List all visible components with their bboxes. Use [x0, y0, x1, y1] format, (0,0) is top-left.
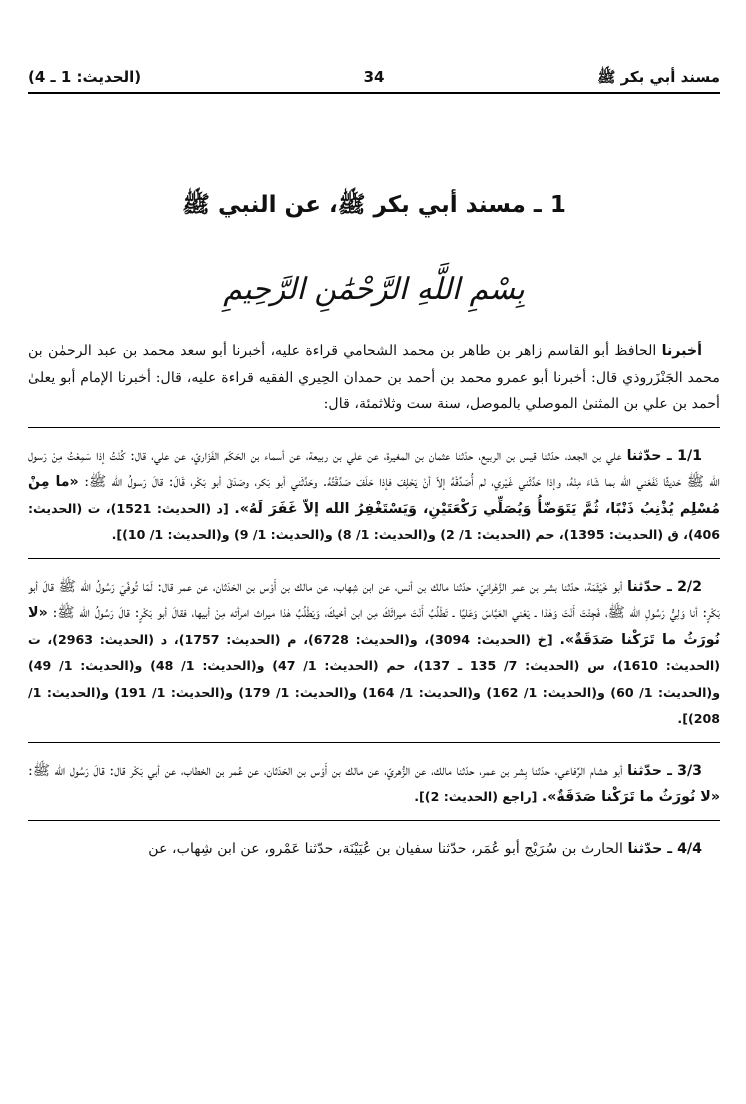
hadith-lead: 2/2 ـ حدّثنا: [627, 578, 702, 595]
running-header: [28, 66, 720, 94]
intro-text: الحافظ أبو القاسم زاهر بن طاهر بن محمد الشحامي قراءة عليه، أخبرنا أبو سعد محمد بن عبد الرحمٰن بن محمد الجَنْزَروذي قال: أخبرنا أبو عمرو محمد بن أحمد بن حمدان الحِيري الفقيه قراءة عليه، قال: أخبرنا الإمام أبو يعلىٰ أحمد بن علي بن المثنىٰ الموصلي بالموصل، سنة ست وثلاثمئة، قال:: [28, 343, 720, 412]
document-page: [28, 0, 720, 1104]
divider: [28, 558, 720, 559]
main-text: [28, 338, 720, 862]
intro-lead: أخبرنا: [661, 343, 703, 359]
header-book-title: مسند أبي بكر ﷺ: [597, 68, 720, 86]
section-title: 1 ـ مسند أبي بكر ﷺ، عن النبي ﷺ: [182, 192, 566, 218]
hadith-2: [28, 574, 720, 733]
hadith-body: الحارث بن سُرَيْج أبو عُمَر، حدّثنا سفيان بن عُيَيْنَة، حدّثنا عَمْرو، عن ابن شِهاب، عن: [148, 840, 623, 857]
hadith-reference: [د (الحديث: 1521)، ت (الحديث: 406)، ق (الحديث: 1395)، حم (الحديث: 1/ 2) و(الحديث: 1/ 8) و(الحديث: 1/ 9) و(الحديث: 1/ 10)].: [28, 500, 720, 542]
page-number: 34: [363, 68, 385, 86]
hadith-quote: «لا نُورَثُ ما تَرَكْنا صَدَقَةٌ».: [28, 605, 721, 648]
divider: [28, 742, 720, 743]
hadith-4: [28, 836, 720, 863]
basmala: بِسْمِ اللَّهِ الرَّحْمَٰنِ الرَّحِيمِ: [223, 272, 525, 307]
hadith-body: علي بن الجعد، حدّثنا قيس بن الربيع، حدّثنا عثمان بن المغيرة، عن علي بن ربيعة، عن أسماء بن الحَكَم الفَزَاريّ، عن علي، قال: كُنْتُ إذا سَمِعْتُ مِنْ رَسول الله ﷺ حَديثًا نَفَعَني الله بما شَاءَ مِنْهُ، وإذا حَدَّثَني غَيْري، لم أُصَدِّقْهُ إلاّ أنْ يَحْلِفَ فإذا حَلَفَ صَدَّقْتُهُ. وحَدَّثَني أبو بَكر، وصَدَقَ أبو بَكْر، قَالَ: قالَ رَسولُ الله ﷺ:: [28, 447, 720, 490]
hadith-body: أبو خَيْثَمَة، حدّثنا بشر بن عمر الزَّهْرانيّ، حدّثنا مالك بن أنس، عن ابن شِهاب، عن مالك بن أَوْس بن الحَدَثان، عن عمر قال: لَمّا تُوفّيَ رَسُولُ الله ﷺ قالَ أبو بَكْرٍ: أنا وَلِيُّ رَسُولِ الله ﷺ، فَجِئْتَ أَنْتَ وَهٰذا ـ يَعْني العَبَّاسَ وَعَليًا ـ تَطْلُبُ أَنْتَ ميراثَكَ مِن ابن أخيكَ، وَيَطْلُبُ هٰذا ميراث امرأته مِنْ أبيها، فقالَ أبو بَكْرٍ: قالَ رَسُولُ الله ﷺ:: [28, 578, 720, 621]
intro-paragraph: [28, 338, 720, 418]
hadith-lead: 3/3 ـ حدّثنا: [627, 762, 703, 779]
hadith-quote: «ما مِنْ مُسْلِم يُذْنِبُ ذَنْبًا، ثُمَّ يَتَوَضّأُ وَيُصَلِّي رَكْعَتَيْنِ، وَيَسْتَغْفِرُ الله إلاّ غَفَرَ لَهُ».: [28, 474, 720, 517]
hadith-reference: [خ (الحديث: 3094)، و(الحديث: 6728)، م (الحديث: 1757)، د (الحديث: 2963)، ت (الحديث: 1610)، س (الحديث: 7/ 135 ـ 137)، حم (الحديث: 1/ 47) و(الحديث: 1/ 48) و(الحديث: 1/ 49) و(الحديث: 1/ 60) و(الحديث: 1/ 162) و(الحديث: 1/ 164) و(الحديث: 1/ 179) و(الحديث: 1/ 191) و(الحديث: 1/ 208)].: [28, 631, 721, 726]
hadith-3: [28, 758, 720, 811]
hadith-reference: [راجع (الحديث: 2)].: [414, 789, 538, 804]
hadith-quote: «لا نُورَثُ ما تَرَكْنا صَدَقَةٌ».: [541, 789, 720, 805]
hadith-lead: 4/4 ـ حدّثنا: [627, 840, 702, 857]
header-hadith-range: (الحديث: 1 ـ 4): [28, 68, 142, 86]
hadith-body: أبو هشام الرِّفاعي، حدّثنا بِشر بن عمر، حدّثنا مالك، عن الزُّهريّ، عن مالك بن أَوْس بن الحَدَثان، عن عُمر بن الخطاب، عن أبي بَكْر قال: قالَ رَسُول الله ﷺ:: [28, 762, 623, 779]
hadith-lead: 1/1 ـ حدّثنا: [626, 447, 703, 464]
divider: [28, 820, 720, 821]
divider: [28, 427, 720, 428]
hadith-1: [28, 443, 720, 549]
